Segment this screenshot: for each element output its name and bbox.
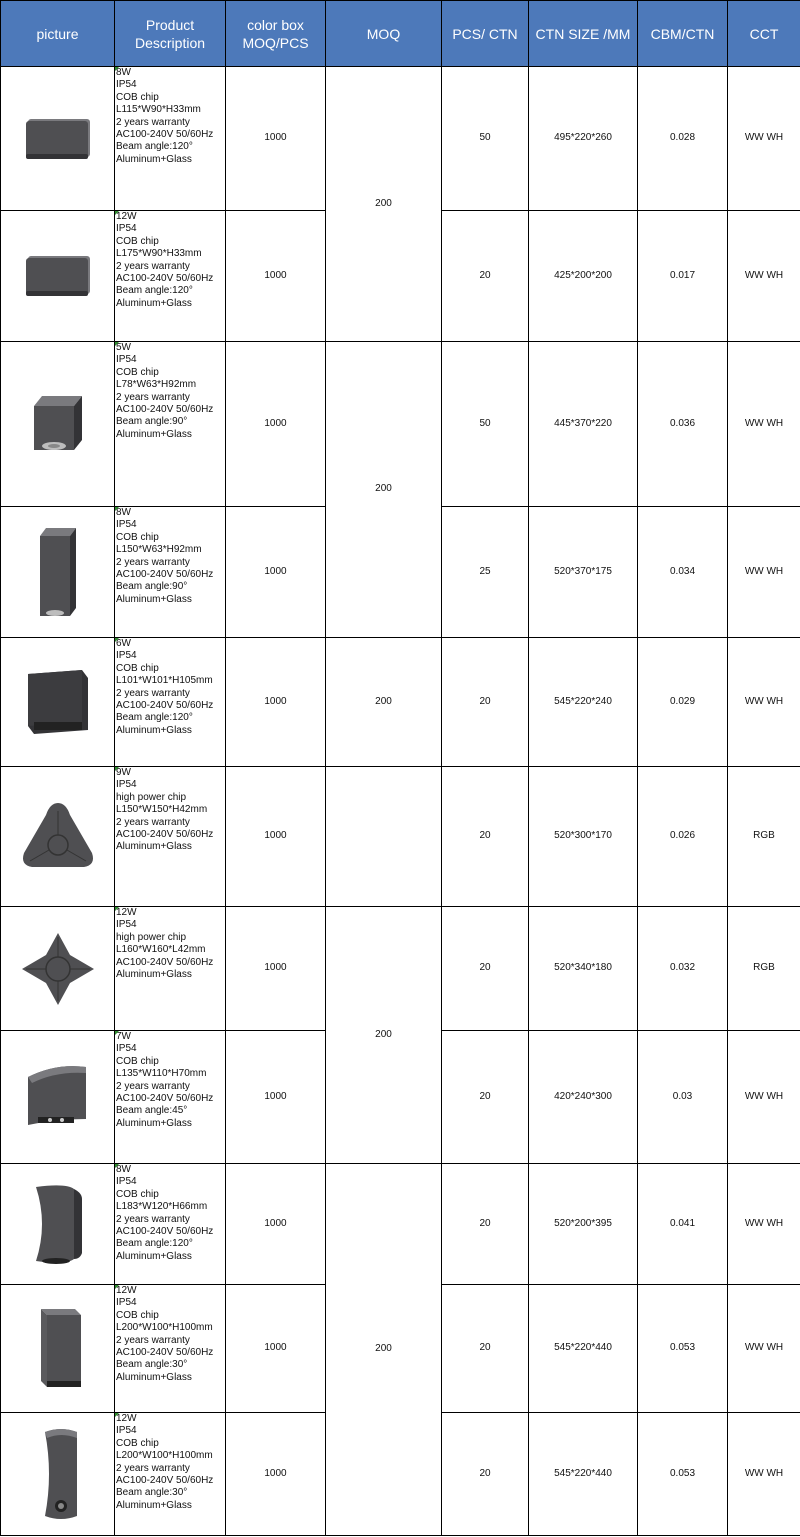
description-line: L78*W63*H92mm xyxy=(116,379,197,391)
description-line: Beam angle:30° xyxy=(116,1487,188,1499)
color-box-moq-cell: 1000 xyxy=(226,1413,326,1536)
description-line: 2 years warranty xyxy=(116,116,190,128)
color-box-moq-cell: 1000 xyxy=(226,342,326,507)
description-line: L160*W160*L42mm xyxy=(116,944,206,956)
description-line: AC100-240V 50/60Hz xyxy=(116,700,214,712)
pcs-ctn-cell: 50 xyxy=(442,342,529,507)
description-line: COB chip xyxy=(116,91,159,103)
description-line: COB chip xyxy=(116,1188,159,1200)
description-line: 2 years warranty xyxy=(116,1462,190,1474)
cbm-ctn-cell: 0.036 xyxy=(638,342,728,507)
table-row xyxy=(1,67,800,211)
picture-cell xyxy=(1,1031,115,1164)
picture-cell xyxy=(1,211,115,342)
table-row xyxy=(1,342,800,507)
header-ctn-size: CTN SIZE /MM xyxy=(529,1,638,67)
pcs-ctn-cell: 50 xyxy=(442,67,529,211)
cct-cell: WW WH xyxy=(728,1164,800,1285)
description-line: L183*W120*H66mm xyxy=(116,1201,208,1213)
table-row xyxy=(1,767,800,907)
description-line: Beam angle:90° xyxy=(116,581,188,593)
cbm-ctn-cell: 0.029 xyxy=(638,638,728,767)
description-line: 7W xyxy=(116,1031,131,1042)
description-line: COB chip xyxy=(116,1437,159,1449)
color-box-moq-cell: 1000 xyxy=(226,1285,326,1413)
description-line: COB chip xyxy=(116,1309,159,1321)
description-line: AC100-240V 50/60Hz xyxy=(116,1475,214,1487)
description-line: IP54 xyxy=(116,1176,137,1188)
flat-wall-light-icon xyxy=(1,248,114,304)
description-line: AC100-240V 50/60Hz xyxy=(116,1226,214,1238)
description-line: L101*W101*H105mm xyxy=(116,675,213,687)
moq-cell xyxy=(326,767,442,907)
description-line: L150*W150*H42mm xyxy=(116,804,208,816)
description-line: 12W xyxy=(116,907,137,918)
header-color-box: color box MOQ/PCS xyxy=(226,1,326,67)
description-line: 2 years warranty xyxy=(116,556,190,568)
cct-cell: WW WH xyxy=(728,638,800,767)
description-line: Beam angle:120° xyxy=(116,712,193,724)
picture-cell xyxy=(1,342,115,507)
description-line: IP54 xyxy=(116,1425,137,1437)
pcs-ctn-cell: 25 xyxy=(442,507,529,638)
description-line: AC100-240V 50/60Hz xyxy=(116,1093,214,1105)
description-line: AC100-240V 50/60Hz xyxy=(116,404,214,416)
cross-4way-light-icon xyxy=(1,927,114,1011)
description-line: AC100-240V 50/60Hz xyxy=(116,273,214,285)
description-line: 6W xyxy=(116,638,131,649)
moq-cell: 200 xyxy=(326,907,442,1164)
cbm-ctn-cell: 0.017 xyxy=(638,211,728,342)
pcs-ctn-cell: 20 xyxy=(442,211,529,342)
description-line: Aluminum+Glass xyxy=(116,593,192,605)
description-line: Aluminum+Glass xyxy=(116,428,192,440)
ctn-size-cell: 520*300*170 xyxy=(529,767,638,907)
description-cell xyxy=(115,211,226,342)
description-line: COB chip xyxy=(116,235,159,247)
ctn-size-cell: 495*220*260 xyxy=(529,67,638,211)
moq-cell: 200 xyxy=(326,67,442,342)
rect-up-down-light-icon xyxy=(1,1301,114,1397)
cbm-ctn-cell: 0.034 xyxy=(638,507,728,638)
table-row xyxy=(1,907,800,1031)
cct-cell: WW WH xyxy=(728,67,800,211)
ctn-size-cell: 520*340*180 xyxy=(529,907,638,1031)
cylinder-up-down-light-icon xyxy=(1,1424,114,1524)
description-line: IP54 xyxy=(116,354,137,366)
description-line: L200*W100*H100mm xyxy=(116,1322,213,1334)
header-moq: MOQ xyxy=(326,1,442,67)
description-line: 2 years warranty xyxy=(116,1334,190,1346)
description-line: IP54 xyxy=(116,919,137,931)
color-box-moq-cell: 1000 xyxy=(226,211,326,342)
description-line: Aluminum+Glass xyxy=(116,1371,192,1383)
description-line: L175*W90*H33mm xyxy=(116,248,202,260)
color-box-moq-cell: 1000 xyxy=(226,638,326,767)
description-line: 2 years warranty xyxy=(116,816,190,828)
description-line: high power chip xyxy=(116,931,187,943)
description-line: 9W xyxy=(116,767,131,778)
flat-wall-light-icon xyxy=(1,111,114,167)
color-box-moq-cell: 1000 xyxy=(226,507,326,638)
description-line: Aluminum+Glass xyxy=(116,841,192,853)
description-line: IP54 xyxy=(116,79,137,91)
table-row xyxy=(1,1164,800,1285)
ctn-size-cell: 545*220*440 xyxy=(529,1413,638,1536)
description-line: AC100-240V 50/60Hz xyxy=(116,569,214,581)
cbm-ctn-cell: 0.032 xyxy=(638,907,728,1031)
moq-cell: 200 xyxy=(326,342,442,638)
ctn-size-cell: 520*370*175 xyxy=(529,507,638,638)
pcs-ctn-cell: 20 xyxy=(442,638,529,767)
curved-wall-light-icon xyxy=(1,1055,114,1139)
description-line: Aluminum+Glass xyxy=(116,1499,192,1511)
header-row xyxy=(1,1,800,67)
color-box-moq-cell: 1000 xyxy=(226,767,326,907)
color-box-moq-cell: 1000 xyxy=(226,907,326,1031)
cct-cell: RGB xyxy=(728,767,800,907)
header-picture: picture xyxy=(1,1,115,67)
description-line: 12W xyxy=(116,211,137,222)
cbm-ctn-cell: 0.028 xyxy=(638,67,728,211)
description-line: Aluminum+Glass xyxy=(116,969,192,981)
description-line: AC100-240V 50/60Hz xyxy=(116,956,214,968)
description-cell xyxy=(115,1164,226,1285)
description-line: high power chip xyxy=(116,791,187,803)
picture-cell xyxy=(1,1413,115,1536)
triangle-3way-light-icon xyxy=(1,795,114,879)
pcs-ctn-cell: 20 xyxy=(442,1031,529,1164)
moq-cell: 200 xyxy=(326,1164,442,1536)
ctn-size-cell: 445*370*220 xyxy=(529,342,638,507)
pcs-ctn-cell: 20 xyxy=(442,1285,529,1413)
color-box-moq-cell: 1000 xyxy=(226,1164,326,1285)
description-line: 8W xyxy=(116,507,131,518)
description-cell xyxy=(115,1031,226,1164)
description-cell xyxy=(115,907,226,1031)
description-line: IP54 xyxy=(116,779,137,791)
cbm-ctn-cell: 0.053 xyxy=(638,1413,728,1536)
description-cell xyxy=(115,1413,226,1536)
header-description: Product Description xyxy=(115,1,226,67)
description-line: Beam angle:120° xyxy=(116,1238,193,1250)
description-cell xyxy=(115,638,226,767)
description-line: Beam angle:90° xyxy=(116,416,188,428)
ctn-size-cell: 425*200*200 xyxy=(529,211,638,342)
header-cct: CCT xyxy=(728,1,800,67)
description-line: Aluminum+Glass xyxy=(116,1117,192,1129)
description-line: IP54 xyxy=(116,519,137,531)
tall-box-light-icon xyxy=(1,522,114,622)
description-line: 8W xyxy=(116,1164,131,1175)
square-up-down-light-icon xyxy=(1,660,114,744)
description-line: COB chip xyxy=(116,531,159,543)
cct-cell: WW WH xyxy=(728,1285,800,1413)
description-line: 2 years warranty xyxy=(116,391,190,403)
description-line: 8W xyxy=(116,67,131,78)
description-line: L150*W63*H92mm xyxy=(116,544,202,556)
description-line: L115*W90*H33mm xyxy=(116,104,201,116)
description-line: 12W xyxy=(116,1285,137,1296)
picture-cell xyxy=(1,907,115,1031)
table-body xyxy=(1,67,800,1536)
description-line: Aluminum+Glass xyxy=(116,153,192,165)
description-line: Beam angle:120° xyxy=(116,285,193,297)
description-line: COB chip xyxy=(116,366,159,378)
picture-cell xyxy=(1,638,115,767)
cbm-ctn-cell: 0.041 xyxy=(638,1164,728,1285)
description-cell xyxy=(115,767,226,907)
moq-cell: 200 xyxy=(326,638,442,767)
description-line: 12W xyxy=(116,1413,137,1424)
picture-cell xyxy=(1,507,115,638)
cube-downlight-icon xyxy=(1,386,114,462)
description-line: 2 years warranty xyxy=(116,260,190,272)
color-box-moq-cell: 1000 xyxy=(226,67,326,211)
description-line: L200*W100*H100mm xyxy=(116,1450,213,1462)
description-line: Aluminum+Glass xyxy=(116,724,192,736)
rounded-up-down-light-icon xyxy=(1,1179,114,1269)
description-line: Aluminum+Glass xyxy=(116,297,192,309)
description-line: AC100-240V 50/60Hz xyxy=(116,1347,214,1359)
cct-cell: WW WH xyxy=(728,507,800,638)
description-line: 2 years warranty xyxy=(116,1213,190,1225)
description-line: 2 years warranty xyxy=(116,1080,190,1092)
ctn-size-cell: 520*200*395 xyxy=(529,1164,638,1285)
cct-cell: WW WH xyxy=(728,1413,800,1536)
picture-cell xyxy=(1,1285,115,1413)
ctn-size-cell: 545*220*440 xyxy=(529,1285,638,1413)
picture-cell xyxy=(1,767,115,907)
cbm-ctn-cell: 0.053 xyxy=(638,1285,728,1413)
description-line: Aluminum+Glass xyxy=(116,1250,192,1262)
cct-cell: WW WH xyxy=(728,211,800,342)
cbm-ctn-cell: 0.026 xyxy=(638,767,728,907)
pcs-ctn-cell: 20 xyxy=(442,1413,529,1536)
description-line: IP54 xyxy=(116,223,137,235)
description-line: AC100-240V 50/60Hz xyxy=(116,129,214,141)
ctn-size-cell: 545*220*240 xyxy=(529,638,638,767)
description-line: IP54 xyxy=(116,1043,137,1055)
header-pcs-ctn: PCS/ CTN xyxy=(442,1,529,67)
description-cell xyxy=(115,67,226,211)
description-line: L135*W110*H70mm xyxy=(116,1068,207,1080)
cct-cell: RGB xyxy=(728,907,800,1031)
picture-cell xyxy=(1,67,115,211)
description-cell xyxy=(115,507,226,638)
cbm-ctn-cell: 0.03 xyxy=(638,1031,728,1164)
description-line: 5W xyxy=(116,342,131,353)
description-cell xyxy=(115,342,226,507)
cct-cell: WW WH xyxy=(728,342,800,507)
description-cell xyxy=(115,1285,226,1413)
description-line: Beam angle:30° xyxy=(116,1359,188,1371)
description-line: IP54 xyxy=(116,1297,137,1309)
description-line: Beam angle:120° xyxy=(116,141,193,153)
header-cbm-ctn: CBM/CTN xyxy=(638,1,728,67)
description-line: COB chip xyxy=(116,662,159,674)
description-line: IP54 xyxy=(116,650,137,662)
ctn-size-cell: 420*240*300 xyxy=(529,1031,638,1164)
table-row xyxy=(1,638,800,767)
pcs-ctn-cell: 20 xyxy=(442,767,529,907)
description-line: 2 years warranty xyxy=(116,687,190,699)
pcs-ctn-cell: 20 xyxy=(442,907,529,1031)
description-line: COB chip xyxy=(116,1055,159,1067)
pcs-ctn-cell: 20 xyxy=(442,1164,529,1285)
description-line: Beam angle:45° xyxy=(116,1105,188,1117)
picture-cell xyxy=(1,1164,115,1285)
description-line: AC100-240V 50/60Hz xyxy=(116,829,214,841)
cct-cell: WW WH xyxy=(728,1031,800,1164)
color-box-moq-cell: 1000 xyxy=(226,1031,326,1164)
